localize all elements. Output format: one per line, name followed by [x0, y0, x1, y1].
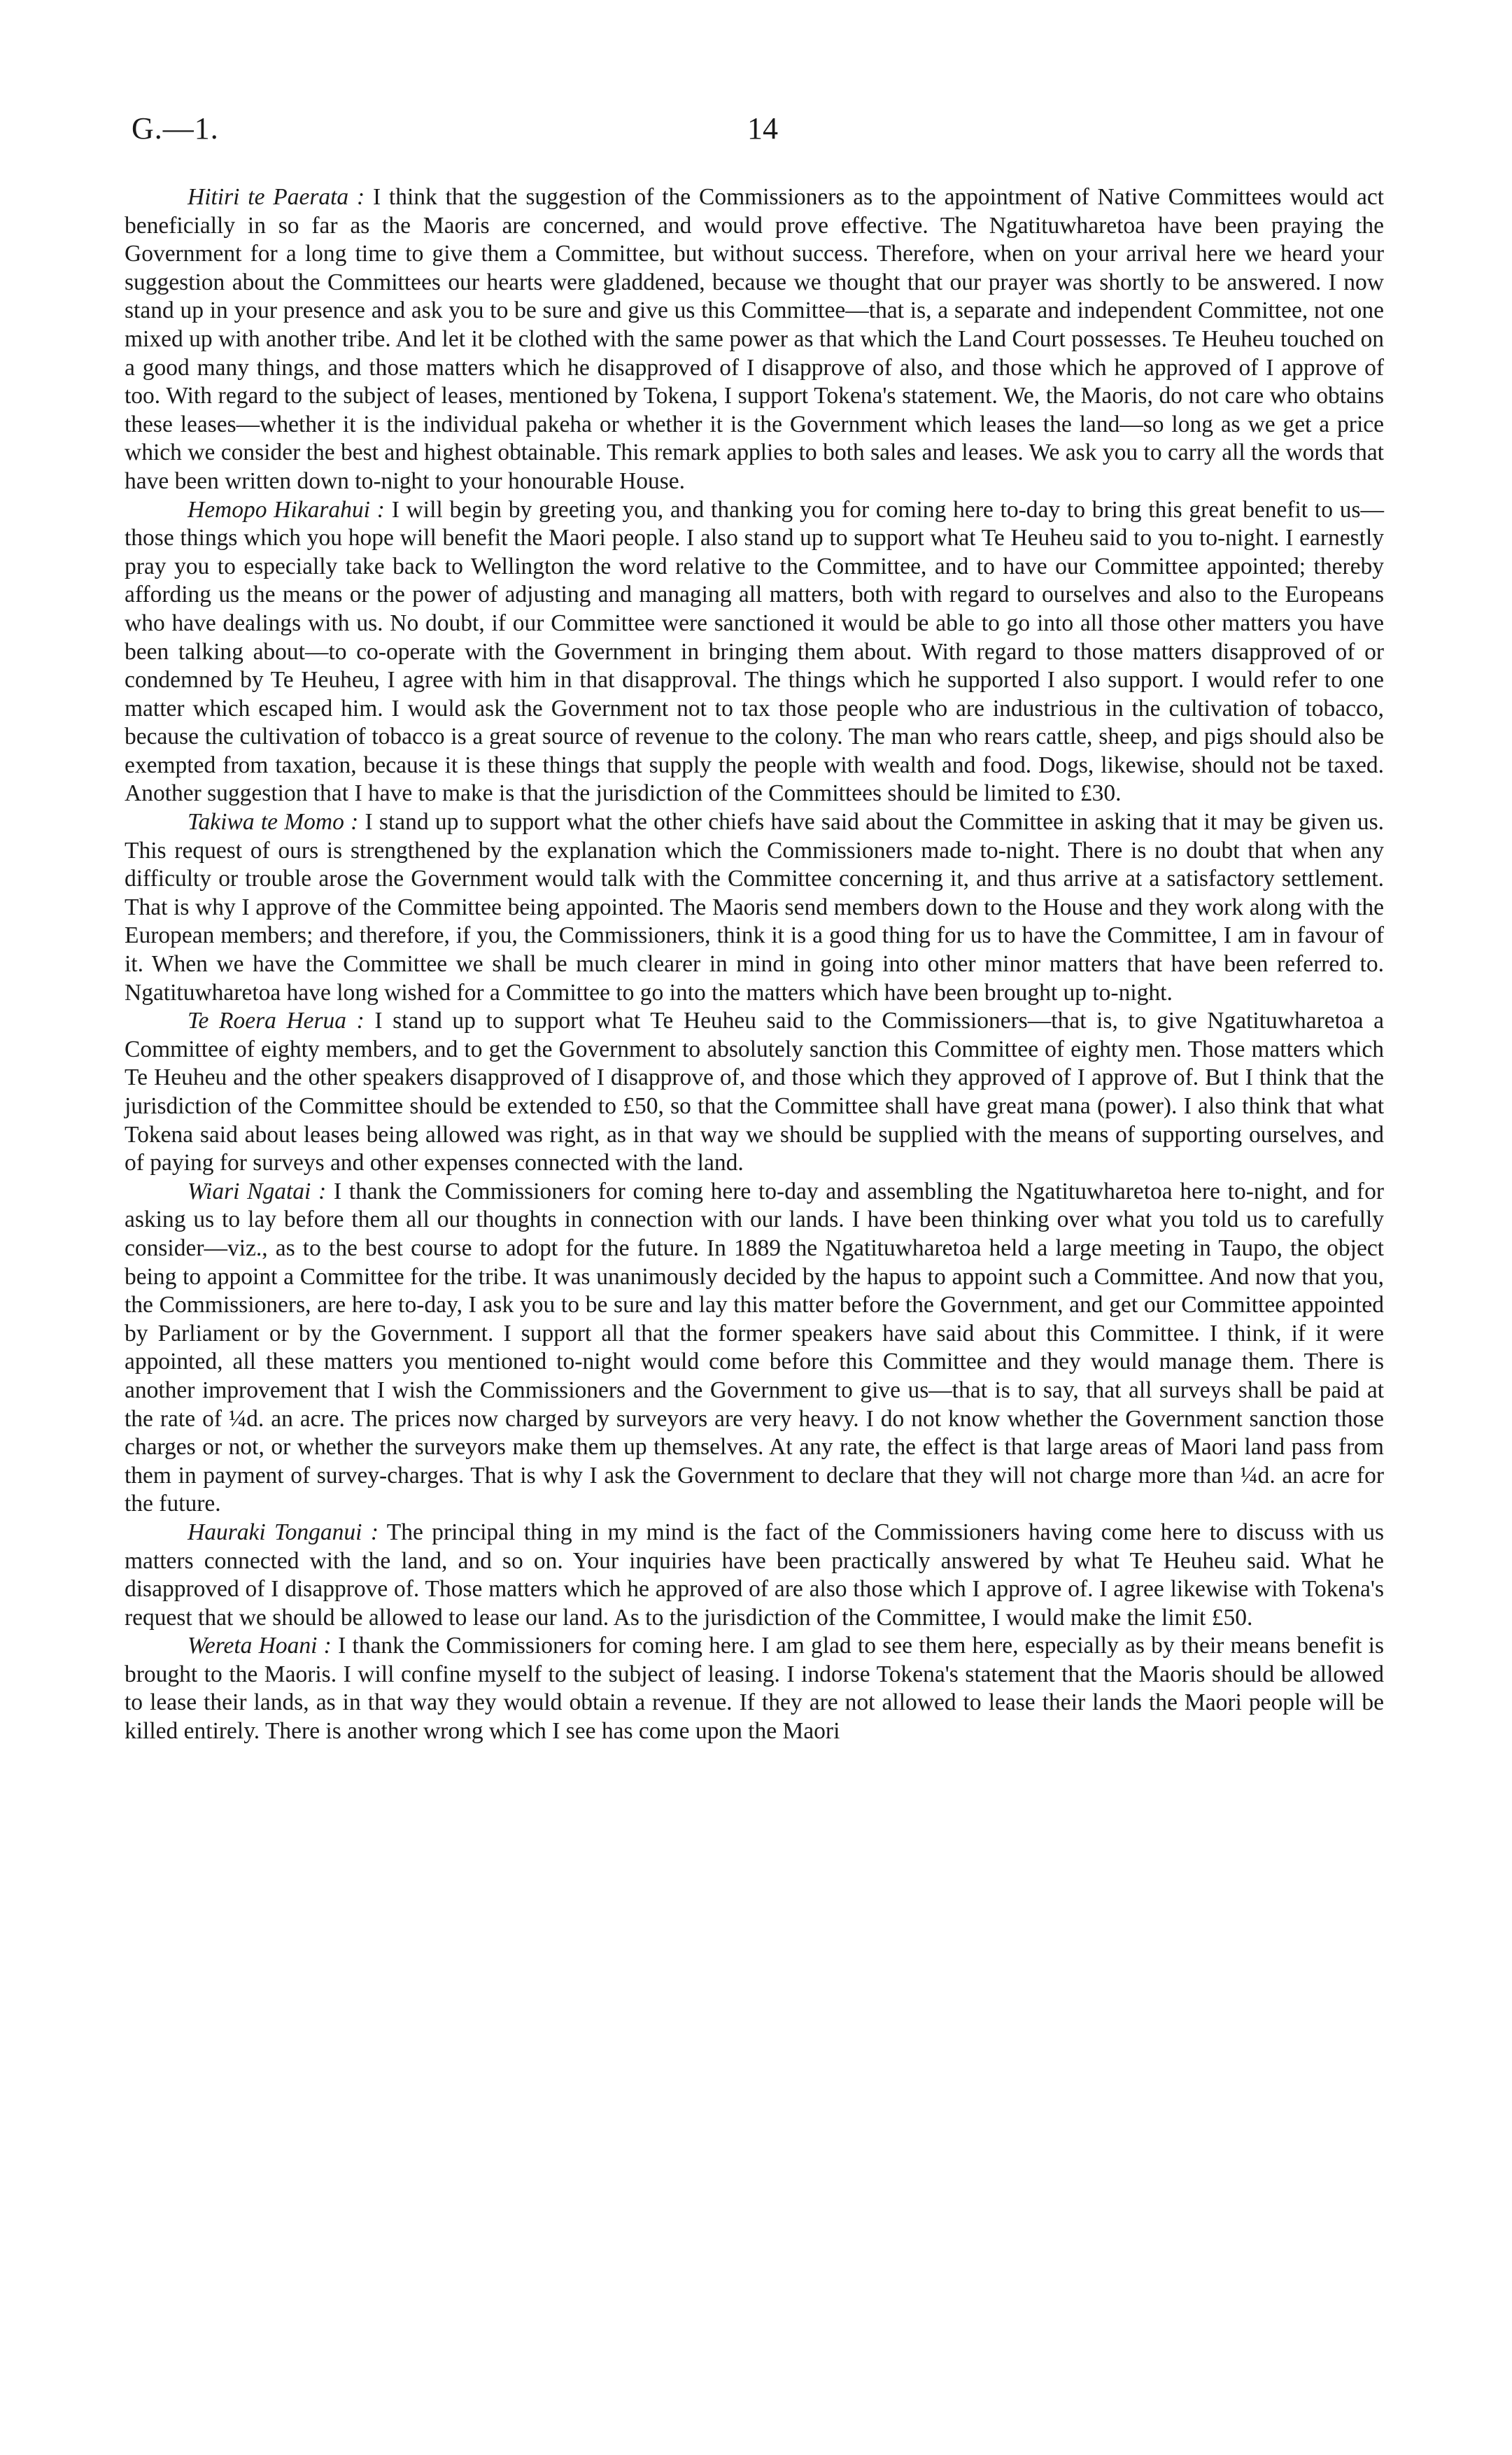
speaker-name: Wereta Hoani :	[188, 1633, 332, 1659]
speaker-name: Takiwa te Momo :	[188, 809, 359, 836]
speech-text: The principal thing in my mind is the fact of the Commissioners having come here to discuss with us matters connected with the land, and so on. Your inquiries have been practically answered by what Te Heuheu said. What he disapproved of I disapprove of. Those matters which he approved of are also those which I approve of. I agree likewise with Tokena's request that we should be allowed to lease our land. As to the jurisdiction of the Committee, I would make the limit £50.	[125, 1519, 1385, 1631]
page-header	[132, 111, 1384, 153]
speaker-name: Hemopo Hikarahui :	[188, 496, 385, 523]
speech-paragraph	[125, 183, 1384, 496]
speech-text: I think that the suggestion of the Commissioners as to the appointment of Native Committees would act beneficially in so far as the Maoris are concerned, and would prove effective. The Ngatituwharetoa have been praying the Government for a long time to give them a Committee, but without success. Therefore, when on your arrival here we heard your suggestion about the Committees our hearts were gladdened, because we thought that our prayer was shortly to be answered. I now stand up in your presence and ask you to be sure and give us this Committee—that is, a separate and independent Committee, not one mixed up with another tribe. And let it be clothed with the same power as that which the Land Court possesses. Te Heuheu touched on a good many things, and those matters which he disapproved of I disapprove of also, and those which he approved of I approve of too. With regard to the subject of leases, mentioned by Tokena, I support Tokena's statement. We, the Maoris, do not care who obtains these leases—whether it is the individual pakeha or whether it is the Government which leases the land—so long as we get a price which we consider the best and highest obtainable. This remark applies to both sales and leases. We ask you to carry all the words that have been written down to-night to your honourable House.	[125, 184, 1384, 494]
speaker-name: Hitiri te Paerata :	[188, 184, 365, 210]
minutes-body	[125, 183, 1384, 1746]
speech-paragraph	[125, 1007, 1384, 1178]
speaker-name: Hauraki Tonganui :	[188, 1519, 379, 1545]
speech-text: I stand up to support what Te Heuheu said to the Commissioners—that is, to give Ngatituwharetoa a Committee of eighty members, and to get the Government to absolutely sanction this Committee of eighty men. Those matters which Te Heuheu and the other speakers disapproved of I disapprove of, and those which they approved of I approve of. But I think that the jurisdiction of the Committee should be extended to £50, so that the Committee shall have great mana (power). I also think that what Tokena said about leases being allowed was right, as in that way we should be supplied with the means of supporting ourselves, and of paying for surveys and other expenses connected with the land.	[125, 1008, 1384, 1176]
speech-text: I will begin by greeting you, and thanking you for coming here to-day to bring this great benefit to us—those things which you hope will benefit the Maori people. I also stand up to support what Te Heuheu said to you to-night. I earnestly pray you to especially take back to Wellington the word relative to the Committee, and to have our Committee appointed; thereby affording us the means or the power of adjusting and managing all matters, both with regard to ourselves and also to the Europeans who have dealings with us. No doubt, if our Committee were sanctioned it would be able to go into all those other matters you have been talking about—to co-operate with the Government in bringing them about. With regard to those matters disapproved of or condemned by Te Heuheu, I agree with him in that disapproval. The things which he supported I also support. I would refer to one matter which escaped him. I would ask the Government not to tax those people who are industrious in the cultivation of tobacco, because the cultivation of tobacco is a great source of revenue to the colony. The man who rears cattle, sheep, and pigs should also be exempted from taxation, because it is these things that supply the people with wealth and food. Dogs, likewise, should not be taxed. Another suggestion that I have to make is that the jurisdiction of the Committees should be limited to £30.	[125, 496, 1384, 807]
speech-paragraph	[125, 1178, 1384, 1519]
speaker-name: Wiari Ngatai :	[188, 1178, 327, 1204]
speech-text: I thank the Commissioners for coming here. I am glad to see them here, especially as by their means benefit is brought to the Maoris. I will confine myself to the subject of leasing. I indorse Tokena's statement that the Maoris should be allowed to lease their lands, as in that way they would obtain a revenue. If they are not allowed to lease their lands the Maori people will be killed entirely. There is another wrong which I see has come upon the Maori	[125, 1633, 1384, 1745]
speech-paragraph	[125, 1632, 1384, 1745]
speaker-name: Te Roera Herua :	[188, 1008, 365, 1034]
document-reference: G.—1.	[132, 111, 219, 146]
page-number: 14	[747, 111, 778, 146]
speech-text: I stand up to support what the other chiefs have said about the Committee in asking that it may be given us. This request of ours is strengthened by the explanation which the Commissioners made to-night. There is no doubt that when any difficulty or trouble arose the Government would talk with the Committee concerning it, and thus arrive at a satisfactory settlement. That is why I approve of the Committee being appointed. The Maoris send members down to the House and they work along with the European members; and therefore, if you, the Commissioners, think it is a good thing for us to have the Committee, I am in favour of it. When we have the Committee we shall be much clearer in mind in going into other minor matters that have been referred to. Ngatituwharetoa have long wished for a Committee to go into the matters which have been brought up to-night.	[125, 809, 1384, 1006]
speech-paragraph	[125, 808, 1384, 1007]
speech-paragraph	[125, 1519, 1384, 1632]
speech-paragraph	[125, 496, 1384, 809]
speech-text: I thank the Commissioners for coming here to-day and assembling the Ngatituwharetoa here to-night, and for asking us to lay before them all our thoughts in connection with our lands. I have been thinking over what you told us to carefully consider—viz., as to the best course to adopt for the future. In 1889 the Ngatituwharetoa held a large meeting in Taupo, the object being to appoint a Committee for the tribe. It was unanimously decided by the hapus to appoint such a Committee. And now that you, the Commissioners, are here to-day, I ask you to be sure and lay this matter before the Government, and get our Committee appointed by Parliament or by the Government. I support all that the former speakers have said about this Committee. I think, if it were appointed, all these matters you mentioned to-night would come before this Committee and they would manage them. There is another improvement that I wish the Commissioners and the Government to give us—that is to say, that all surveys shall be paid at the rate of ¼d. an acre. The prices now charged by surveyors are very heavy. I do not know whether the Government sanction those charges or not, or whether the surveyors make them up themselves. At any rate, the effect is that large areas of Maori land pass from them in payment of survey-charges. That is why I ask the Government to declare that they will not charge more than ¼d. an acre for the future.	[125, 1178, 1384, 1517]
